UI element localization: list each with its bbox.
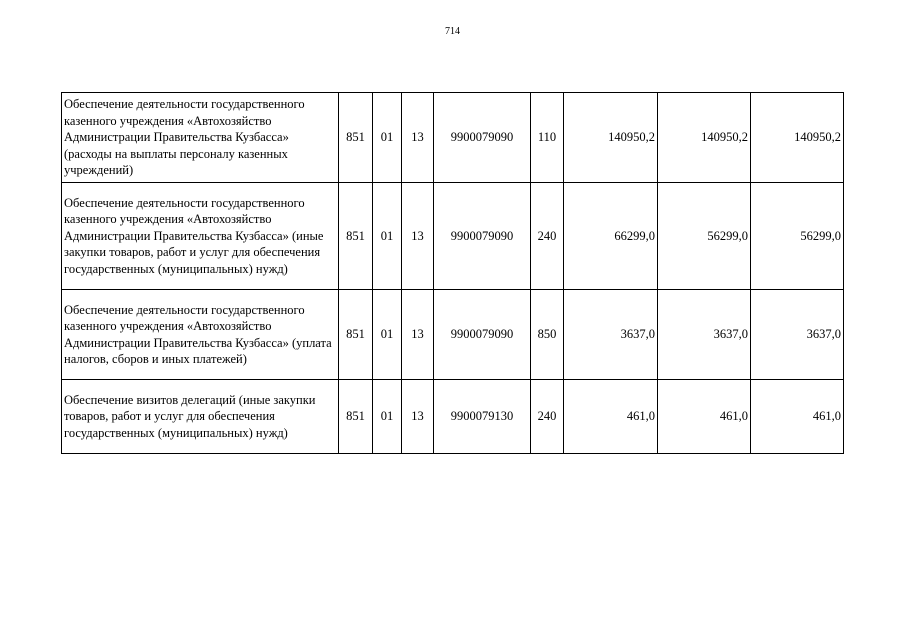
sum-year-3: 3637,0 xyxy=(751,290,844,380)
sum-year-2: 461,0 xyxy=(658,380,751,454)
row-description: Обеспечение визитов делегаций (иные закупки товаров, работ и услуг для обеспечения государственных (муниципальных) нужд) xyxy=(62,380,339,454)
target-article-code: 9900079130 xyxy=(434,380,531,454)
sum-year-3: 140950,2 xyxy=(751,93,844,183)
expense-type-code: 240 xyxy=(531,183,564,290)
table-row xyxy=(62,93,844,183)
ministry-code: 851 xyxy=(339,290,373,380)
subsection-code: 13 xyxy=(402,380,434,454)
ministry-code: 851 xyxy=(339,380,373,454)
section-code: 01 xyxy=(373,380,402,454)
expense-type-code: 110 xyxy=(531,93,564,183)
page-number: 714 xyxy=(445,26,460,37)
subsection-code: 13 xyxy=(402,183,434,290)
ministry-code: 851 xyxy=(339,93,373,183)
row-description: Обеспечение деятельности государственного казенного учреждения «Автохозяйство Администрации Правительства Кузбасса» (иные закупки товаров, работ и услуг для обеспечения государственных (муниципальных) нужд) xyxy=(62,183,339,290)
table-row xyxy=(62,183,844,290)
expense-type-code: 850 xyxy=(531,290,564,380)
sum-year-1: 461,0 xyxy=(564,380,658,454)
expense-type-code: 240 xyxy=(531,380,564,454)
sum-year-3: 56299,0 xyxy=(751,183,844,290)
ministry-code: 851 xyxy=(339,183,373,290)
section-code: 01 xyxy=(373,290,402,380)
target-article-code: 9900079090 xyxy=(434,290,531,380)
table-row xyxy=(62,380,844,454)
target-article-code: 9900079090 xyxy=(434,183,531,290)
sum-year-2: 140950,2 xyxy=(658,93,751,183)
sum-year-1: 66299,0 xyxy=(564,183,658,290)
sum-year-2: 3637,0 xyxy=(658,290,751,380)
table-row xyxy=(62,290,844,380)
budget-table xyxy=(61,92,844,454)
sum-year-3: 461,0 xyxy=(751,380,844,454)
sum-year-2: 56299,0 xyxy=(658,183,751,290)
target-article-code: 9900079090 xyxy=(434,93,531,183)
section-code: 01 xyxy=(373,93,402,183)
row-description: Обеспечение деятельности государственного казенного учреждения «Автохозяйство Администрации Правительства Кузбасса» (расходы на выплаты персоналу казенных учреждений) xyxy=(62,93,339,183)
subsection-code: 13 xyxy=(402,93,434,183)
subsection-code: 13 xyxy=(402,290,434,380)
section-code: 01 xyxy=(373,183,402,290)
row-description: Обеспечение деятельности государственного казенного учреждения «Автохозяйство Администрации Правительства Кузбасса» (уплата налогов, сборов и иных платежей) xyxy=(62,290,339,380)
sum-year-1: 140950,2 xyxy=(564,93,658,183)
sum-year-1: 3637,0 xyxy=(564,290,658,380)
